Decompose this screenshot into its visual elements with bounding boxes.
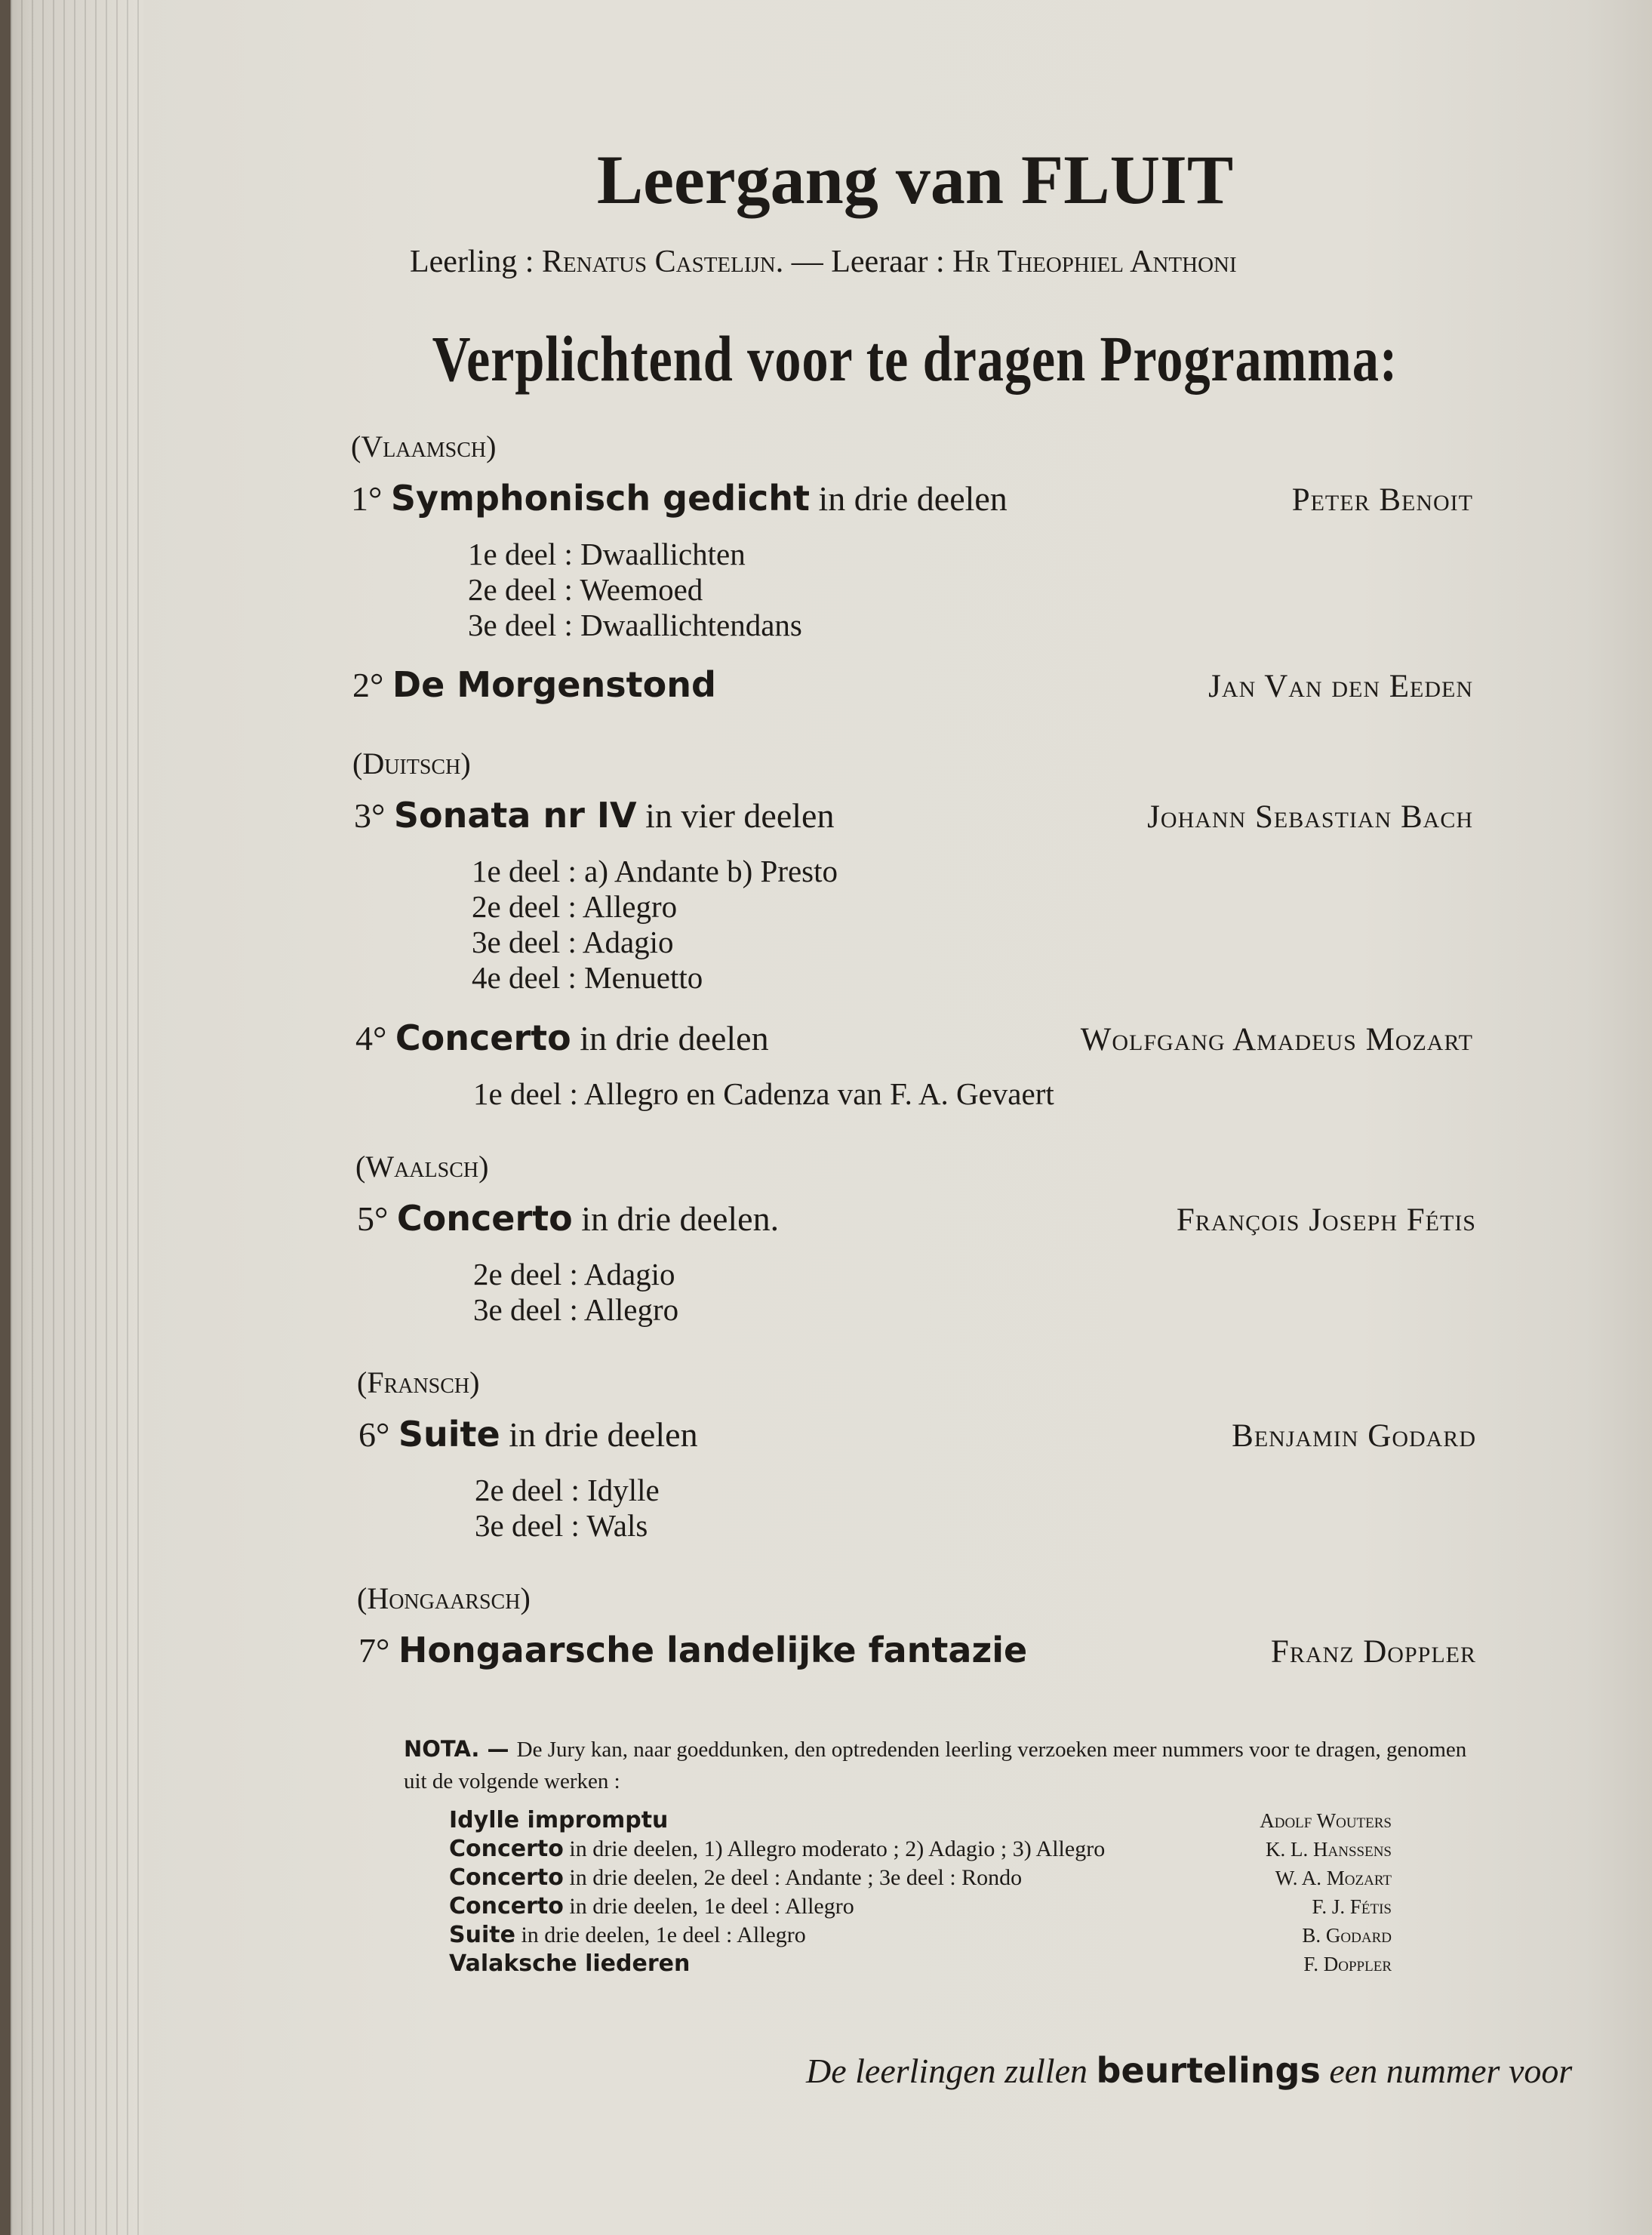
page-edges	[0, 0, 143, 2235]
item-composer: Benjamin Godard	[1232, 1418, 1476, 1454]
item-work: Hongaarsche landelijke fantazie	[398, 1630, 1028, 1670]
item-work: De Morgenstond	[392, 664, 716, 705]
program-item	[357, 1198, 779, 1239]
item-number: 7°	[358, 1631, 390, 1670]
item-rest: in drie deelen	[571, 1019, 769, 1057]
binding-edge	[0, 0, 11, 2235]
nota-work	[449, 1950, 690, 1977]
section-label: (Hongaarsch)	[357, 1581, 531, 1615]
item-part: 3e deel : Allegro	[473, 1292, 679, 1327]
program-item	[352, 664, 716, 705]
section-label: (Vlaamsch)	[351, 429, 497, 463]
item-number: 1°	[351, 479, 383, 518]
item-number: 5°	[357, 1199, 389, 1238]
program-item	[354, 795, 834, 836]
teacher-label: Leeraar :	[831, 245, 953, 279]
nota-work-title: Concerto	[449, 1864, 564, 1891]
item-part: 1e deel : a) Andante b) Presto	[472, 854, 838, 888]
item-part: 1e deel : Dwaallichten	[468, 537, 746, 571]
nota-work-title: Suite	[449, 1922, 515, 1948]
program-item	[351, 478, 1008, 519]
page-title: Leergang van FLUIT	[596, 141, 1234, 218]
item-part: 4e deel : Menuetto	[472, 960, 703, 995]
nota-text: De Jury kan, naar goeddunken, den optredenden leerling verzoeken meer nummers voor te dragen, genomen uit de volgende werken :	[404, 1738, 1467, 1793]
teacher-name: Hr Theophiel Anthoni	[952, 245, 1237, 279]
separator: —	[783, 245, 832, 279]
item-composer: Johann Sebastian Bach	[1147, 799, 1473, 835]
nota-work	[449, 1864, 1022, 1891]
item-number: 4°	[355, 1019, 387, 1057]
nota-work-title: Idylle impromptu	[449, 1807, 669, 1833]
program-item	[358, 1414, 698, 1455]
nota-work-title: Valaksche liederen	[449, 1950, 691, 1977]
program-item	[355, 1017, 769, 1058]
nota-work	[449, 1893, 854, 1919]
nota-work-rest: in drie deelen, 1e deel : Allegro	[515, 1923, 806, 1947]
footer-line	[806, 2050, 1572, 2091]
nota-composer: B. Godard	[1302, 1924, 1392, 1947]
item-composer: Wolfgang Amadeus Mozart	[1080, 1022, 1473, 1057]
item-part: 1e deel : Allegro en Cadenza van F. A. Gevaert	[473, 1076, 1054, 1111]
item-work: Concerto	[396, 1198, 573, 1239]
program-item	[358, 1630, 1027, 1670]
item-part: 3e deel : Adagio	[472, 925, 674, 959]
item-work: Sonata nr IV	[393, 795, 637, 836]
item-part: 3e deel : Wals	[475, 1508, 648, 1543]
nota-label: NOTA. —	[404, 1736, 517, 1762]
footer-bold: beurtelings	[1096, 2050, 1321, 2091]
item-work: Concerto	[395, 1017, 571, 1058]
nota-work-rest: in drie deelen, 2e deel : Andante ; 3e deel : Rondo	[563, 1865, 1023, 1890]
item-rest: in drie deelen	[500, 1415, 698, 1454]
item-work: Symphonisch gedicht	[390, 478, 810, 519]
nota-work	[449, 1836, 1105, 1862]
item-part: 2e deel : Idylle	[475, 1473, 660, 1507]
nota-composer: F. J. Fétis	[1312, 1895, 1392, 1918]
item-number: 6°	[358, 1415, 390, 1454]
item-number: 2°	[352, 666, 384, 704]
section-label: (Duitsch)	[352, 747, 471, 780]
program-heading: Verplichtend voor te dragen Programma:	[432, 322, 1398, 395]
nota-composer: K. L. Hanssens	[1266, 1838, 1392, 1861]
item-part: 3e deel : Dwaallichtendans	[468, 608, 802, 642]
item-rest: in drie deelen.	[572, 1199, 780, 1238]
footer-post: een nummer voor	[1320, 2052, 1573, 2090]
nota-composer: W. A. Mozart	[1275, 1867, 1392, 1889]
student-name: Renatus Castelijn.	[541, 245, 784, 279]
item-work: Suite	[398, 1414, 500, 1455]
item-composer: Franz Doppler	[1270, 1634, 1476, 1670]
item-part: 2e deel : Allegro	[472, 889, 678, 924]
nota-work-rest: in drie deelen, 1) Allegro moderato ; 2) Adagio ; 3) Allegro	[563, 1836, 1106, 1861]
item-composer: Peter Benoit	[1291, 482, 1473, 518]
item-part: 2e deel : Adagio	[473, 1257, 675, 1291]
student-teacher-line	[410, 244, 1237, 280]
item-composer: Jan Van den Eeden	[1208, 669, 1473, 704]
section-label: (Fransch)	[357, 1365, 480, 1399]
item-number: 3°	[354, 796, 386, 835]
section-label: (Waalsch)	[355, 1150, 489, 1184]
nota-work-title: Concerto	[449, 1836, 564, 1862]
nota-paragraph	[404, 1733, 1479, 1797]
item-part: 2e deel : Weemoed	[468, 572, 703, 607]
nota-work	[449, 1807, 668, 1833]
nota-work-rest: in drie deelen, 1e deel : Allegro	[563, 1894, 854, 1919]
item-rest: in vier deelen	[636, 796, 835, 835]
nota-composer: F. Doppler	[1303, 1953, 1392, 1975]
item-rest: in drie deelen	[809, 479, 1008, 518]
nota-composer: Adolf Wouters	[1260, 1809, 1392, 1832]
nota-work-title: Concerto	[449, 1893, 564, 1919]
student-label: Leerling :	[410, 245, 542, 279]
item-composer: François Joseph Fétis	[1176, 1202, 1476, 1238]
footer-pre: De leerlingen zullen	[806, 2052, 1097, 2090]
nota-work	[449, 1922, 806, 1948]
